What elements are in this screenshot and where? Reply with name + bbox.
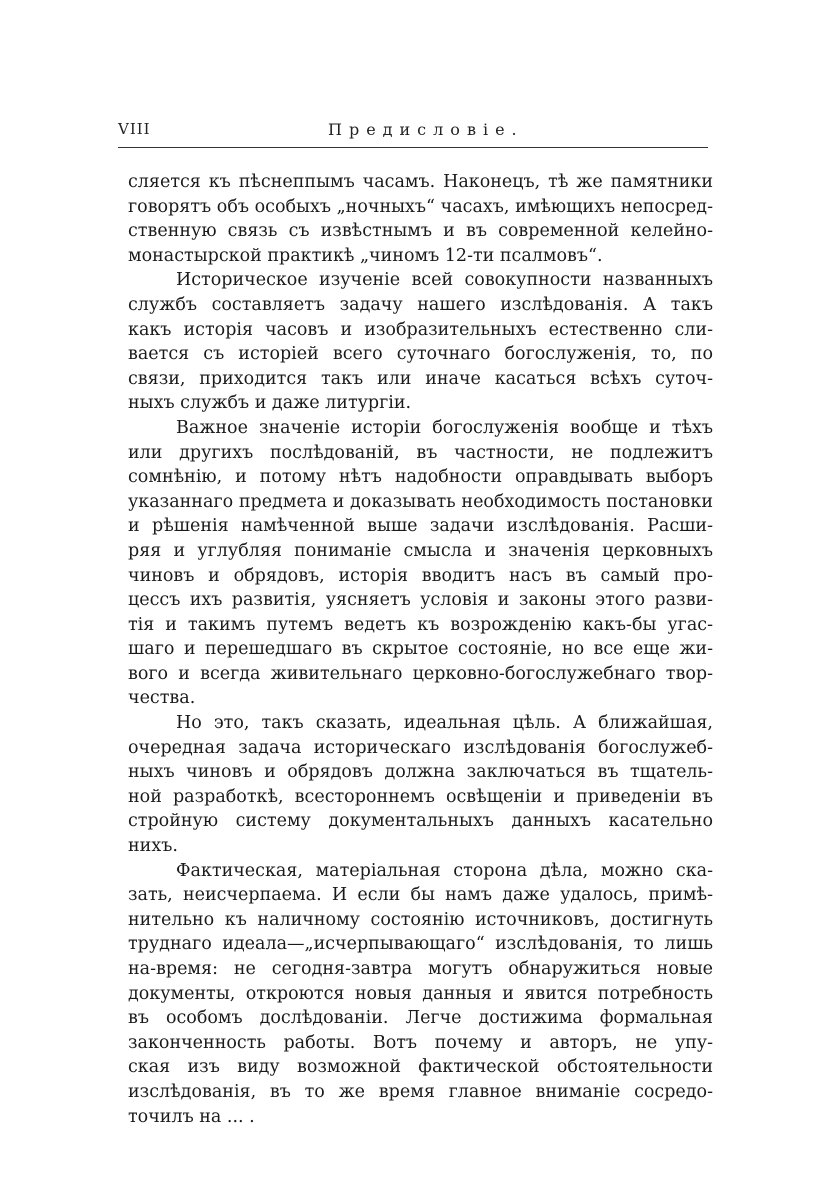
text-line: Фактическая, матеріальная сторона дѣла, можно ска- [176,860,713,881]
running-head [118,118,708,144]
text-line: и рѣшенія намѣченной выше задачи изслѣдованія. Расши- [128,516,713,537]
text-line: на-время: не сегодня-завтра могутъ обнаружиться новые [128,959,713,979]
text-line: службъ составляетъ задачу нашего изслѣдованія. А такъ [128,294,713,315]
text-line: Важное значеніе исторіи богослуженія вообще и тѣхъ [176,417,713,438]
text-line: чества. [128,688,196,709]
text-line: указаннаго предмета и доказывать необходимость постановки [128,491,713,512]
text-line: труднаго идеала—„исчерпывающаго“ изслѣдованія, то лишь [128,934,713,955]
text-line: ныхъ чиновъ и обрядовъ должна заключаться въ тщатель- [128,762,713,783]
text-line: ной разработкѣ, всестороннемъ освѣщеніи и приведеніи въ [128,786,713,807]
text-line: изслѣдованія, въ то же время главное вниманіе сосредо- [128,1081,713,1102]
text-line: тія и такимъ путемъ ведетъ къ возрожденію какъ-бы угас- [128,614,713,635]
text-line: точилъ на ... . [128,1106,255,1127]
text-line: законченность работы. Вотъ почему и авторъ, не упу- [128,1032,713,1053]
text-line: шаго и перешедшаго въ скрытое состояніе, но все еще жи- [128,639,713,660]
text-line: чиновъ и обрядовъ, исторія вводитъ насъ въ самый про- [128,565,713,586]
text-line: вается съ исторіей всего суточнаго богослуженія, то, по [128,344,713,365]
text-line: ственную связь съ извѣстнымъ и въ современной келейно- [128,221,713,242]
page-number: VIII [118,120,151,138]
running-title: Предисловіе. [328,120,524,139]
text-line: ныхъ службъ и даже литургіи. [128,393,412,414]
text-line: говорятъ объ особыхъ „ночныхъ“ часахъ, имѣющихъ непосред- [128,196,713,217]
text-line: вого и всегда живительнаго церковно-богослужебнаго твор- [128,663,713,684]
text-line: сомнѣнію, и потому нѣтъ надобности оправдывать выборъ [128,467,713,488]
text-line: Историческое изученіе всей совокупности названныхъ [176,270,713,291]
text-line: монастырской практикѣ „чиномъ 12-ти псалмовъ“. [128,245,603,266]
text-line: цессъ ихъ развитія, уясняетъ условія и законы этого разви- [128,590,713,611]
body-text [128,170,713,1129]
text-line: ряя и углубляя пониманіе смысла и значенія церковныхъ [128,540,713,561]
text-line: какъ исторія часовъ и изобразительныхъ естественно сли- [128,319,713,340]
text-line: стройную систему документальныхъ данныхъ касательно [128,811,713,832]
text-line: зать, неисчерпаема. И если бы намъ даже удалось, примѣ- [128,885,713,906]
text-line: сляется къ пѣснеппымъ часамъ. Наконецъ, тѣ же памятники [128,172,713,192]
text-line: въ особомъ дослѣдованіи. Легче достижима формальная [128,1008,713,1029]
text-line: нихъ. [128,836,178,857]
text-line: связи, приходится такъ или иначе касаться всѣхъ суточ- [128,368,713,389]
text-line: очередная задача историческаго изслѣдованія богослужеб- [128,737,713,758]
text-line: нительно къ наличному состоянію источниковъ, достигнуть [128,909,713,930]
header-rule [118,147,708,148]
text-line: документы, откроются новыя данныя и явится потребность [128,983,713,1004]
text-line: ская изъ виду возможной фактической обстоятельности [128,1057,713,1078]
text-line: Но это, такъ сказать, идеальная цѣль. А ближайшая, [176,713,713,734]
text-line: или другихъ послѣдованій, въ частности, не подлежитъ [128,442,713,463]
